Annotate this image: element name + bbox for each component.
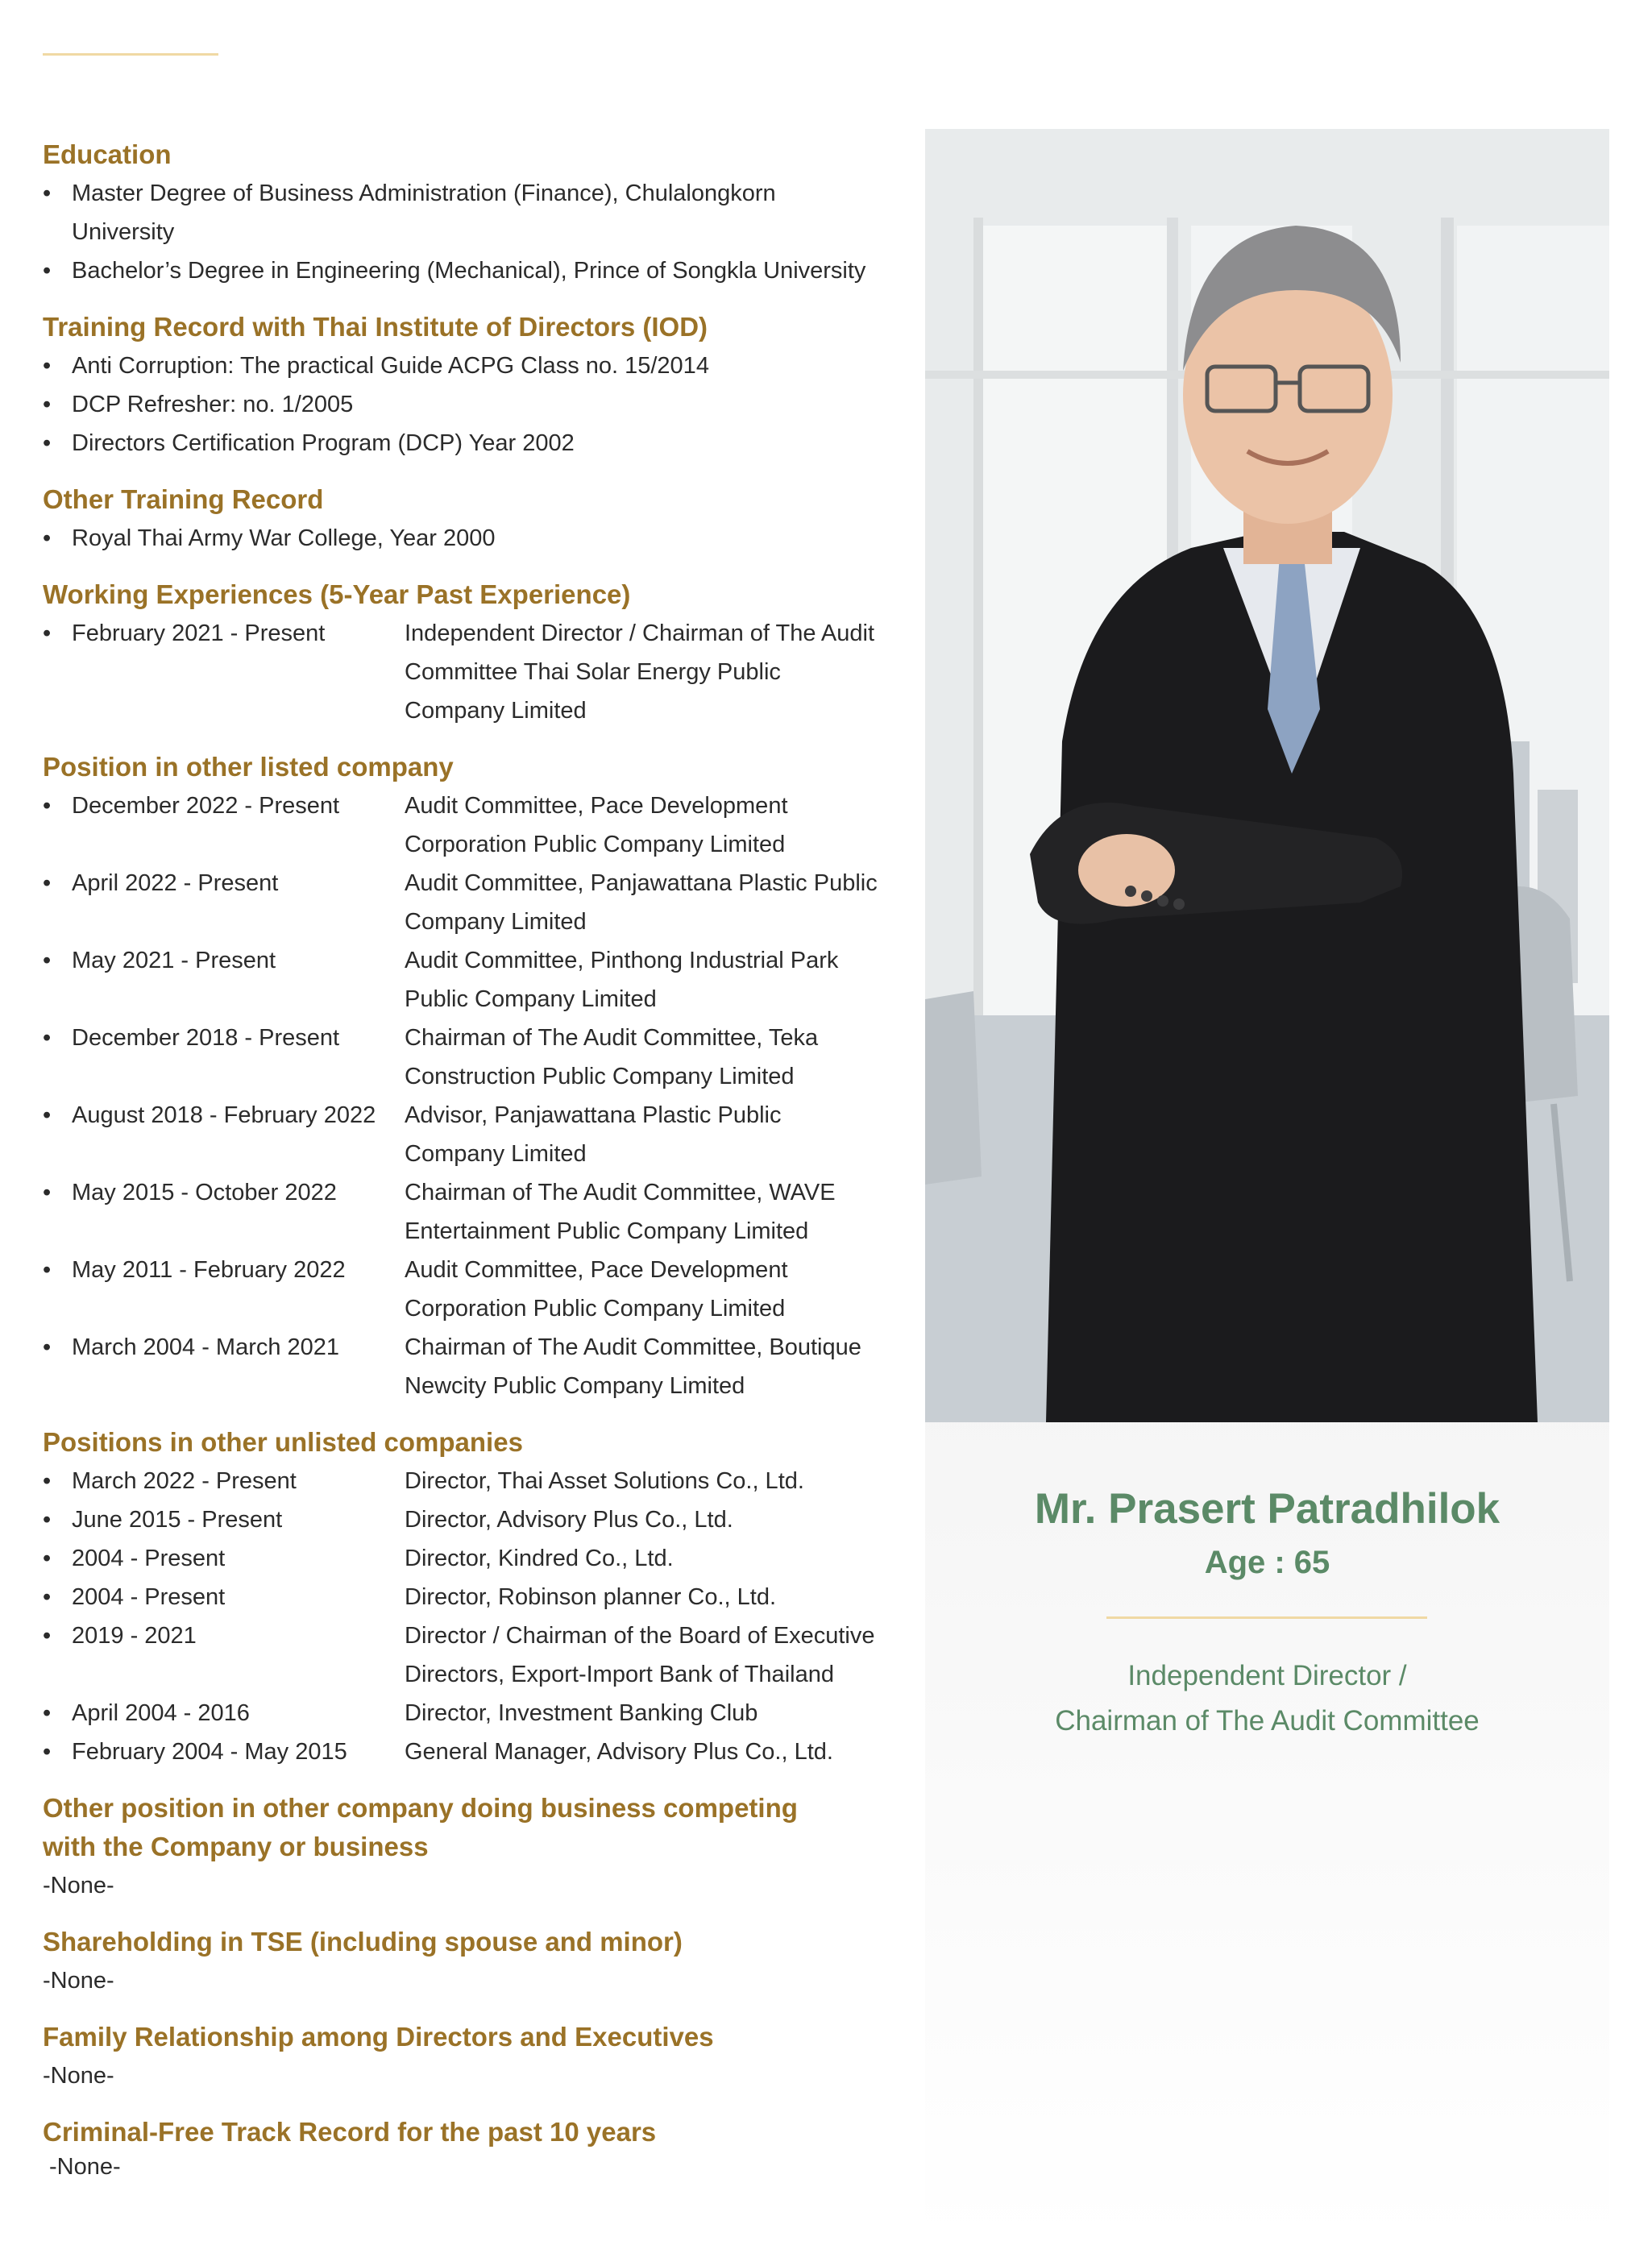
- shareholding-value: -None-: [43, 1968, 114, 1994]
- criminal-record-section: [43, 2113, 913, 2182]
- experience-row: • 2004 - Present Director, Robinson planner Co., Ltd.: [43, 1584, 777, 1610]
- experience-row: • June 2015 - Present Director, Advisory Plus Co., Ltd.: [43, 1507, 733, 1533]
- position-line-1: Independent Director /: [1127, 1660, 1407, 1691]
- unlisted-company-heading: Positions in other unlisted companies: [43, 1427, 523, 1457]
- list-item: • DCP Refresher: no. 1/2005: [43, 392, 354, 417]
- list-item: • Anti Corruption: The practical Guide ACPG Class no. 15/2014: [43, 353, 709, 379]
- iod-training-heading: Training Record with Thai Institute of Directors (IOD): [43, 312, 708, 342]
- experience-row: • December 2018 - Present Chairman of The Audit Committee, Teka Construction Public Company Limited: [43, 1025, 819, 1089]
- experience-row: • February 2021 - Present Independent Director / Chairman of The Audit Committee Thai Solar Energy Public Company Limited: [43, 614, 913, 730]
- experience-row: • May 2015 - October 2022 Chairman of The Audit Committee, WAVE Entertainment Public Company Limited: [43, 1180, 836, 1244]
- experience-row: • April 2022 - Present Audit Committee, Panjawattana Plastic Public Company Limited: [43, 870, 878, 935]
- list-item: • Bachelor’s Degree in Engineering (Mechanical), Prince of Songkla University: [43, 258, 866, 284]
- competing-business-section: [43, 1789, 913, 1905]
- experience-row: • May 2021 - Present Audit Committee, Pinthong Industrial Park Public Company Limited: [43, 948, 839, 1012]
- shareholding-heading: Shareholding in TSE (including spouse and minor): [43, 1927, 683, 1957]
- experience-row: • May 2011 - February 2022 Audit Committee, Pace Development Corporation Public Company Limited: [43, 1257, 788, 1322]
- listed-company-heading: Position in other listed company: [43, 752, 454, 782]
- experience-row: • 2004 - Present Director, Kindred Co., Ltd.: [43, 1546, 674, 1571]
- list-item: • Directors Certification Program (DCP) Year 2002: [43, 430, 575, 456]
- director-age: Age : 65: [1204, 1545, 1330, 1580]
- list-item: • Master Degree of Business Administration (Finance), Chulalongkorn University: [43, 181, 776, 245]
- family-relationship-section: [43, 2018, 913, 2095]
- experience-row: • April 2004 - 2016 Director, Investment Banking Club: [43, 1700, 758, 1726]
- listed-company-section: [43, 748, 913, 1405]
- director-position: [925, 1654, 1609, 1744]
- top-accent-rule: [43, 53, 218, 56]
- education-section: [43, 135, 913, 290]
- experience-row: • 2019 - 2021 Director / Chairman of the Board of Executive Directors, Export-Import Bank of Thailand: [43, 1623, 875, 1687]
- iod-training-section: [43, 308, 913, 463]
- criminal-record-heading: Criminal-Free Track Record for the past 10 years: [43, 2117, 657, 2147]
- experience-row: • March 2004 - March 2021 Chairman of The Audit Committee, Boutique Newcity Public Company Limited: [43, 1334, 861, 1399]
- list-item: • Royal Thai Army War College, Year 2000: [43, 525, 496, 551]
- experience-date: February 2021 - Present: [72, 620, 326, 646]
- competing-business-value: -None-: [43, 1873, 114, 1898]
- position-line-2: Chairman of The Audit Committee: [1055, 1705, 1480, 1737]
- experience-row: • December 2022 - Present Audit Committee, Pace Development Corporation Public Company Limited: [43, 793, 788, 857]
- experience-row: • March 2022 - Present Director, Thai Asset Solutions Co., Ltd.: [43, 1468, 804, 1494]
- director-portrait-photo: [925, 129, 1609, 1422]
- family-relationship-heading: Family Relationship among Directors and Executives: [43, 2022, 714, 2052]
- working-experience-section: [43, 575, 913, 730]
- experience-row: • August 2018 - February 2022 Advisor, Panjawattana Plastic Public Company Limited: [43, 1102, 782, 1167]
- biography-column: [43, 135, 913, 2200]
- other-training-heading: Other Training Record: [43, 484, 324, 514]
- family-relationship-value: -None-: [43, 2063, 114, 2089]
- other-training-section: [43, 480, 913, 558]
- working-experience-heading: Working Experiences (5-Year Past Experience): [43, 579, 631, 609]
- experience-description: Independent Director / Chairman of The Audit Committee Thai Solar Energy Public Company Limited: [405, 620, 875, 724]
- experience-row: • February 2004 - May 2015 General Manager, Advisory Plus Co., Ltd.: [43, 1739, 833, 1765]
- criminal-record-value: -None-: [49, 2154, 121, 2180]
- name-divider-rule: [1106, 1616, 1427, 1619]
- education-heading: Education: [43, 139, 172, 169]
- director-name: Mr. Prasert Patradhilok: [1034, 1485, 1500, 1533]
- unlisted-company-section: [43, 1423, 913, 1771]
- portrait-illustration: [925, 129, 1609, 1422]
- competing-business-heading: Other position in other company doing business competing with the Company or business: [43, 1793, 798, 1861]
- shareholding-section: [43, 1923, 913, 2000]
